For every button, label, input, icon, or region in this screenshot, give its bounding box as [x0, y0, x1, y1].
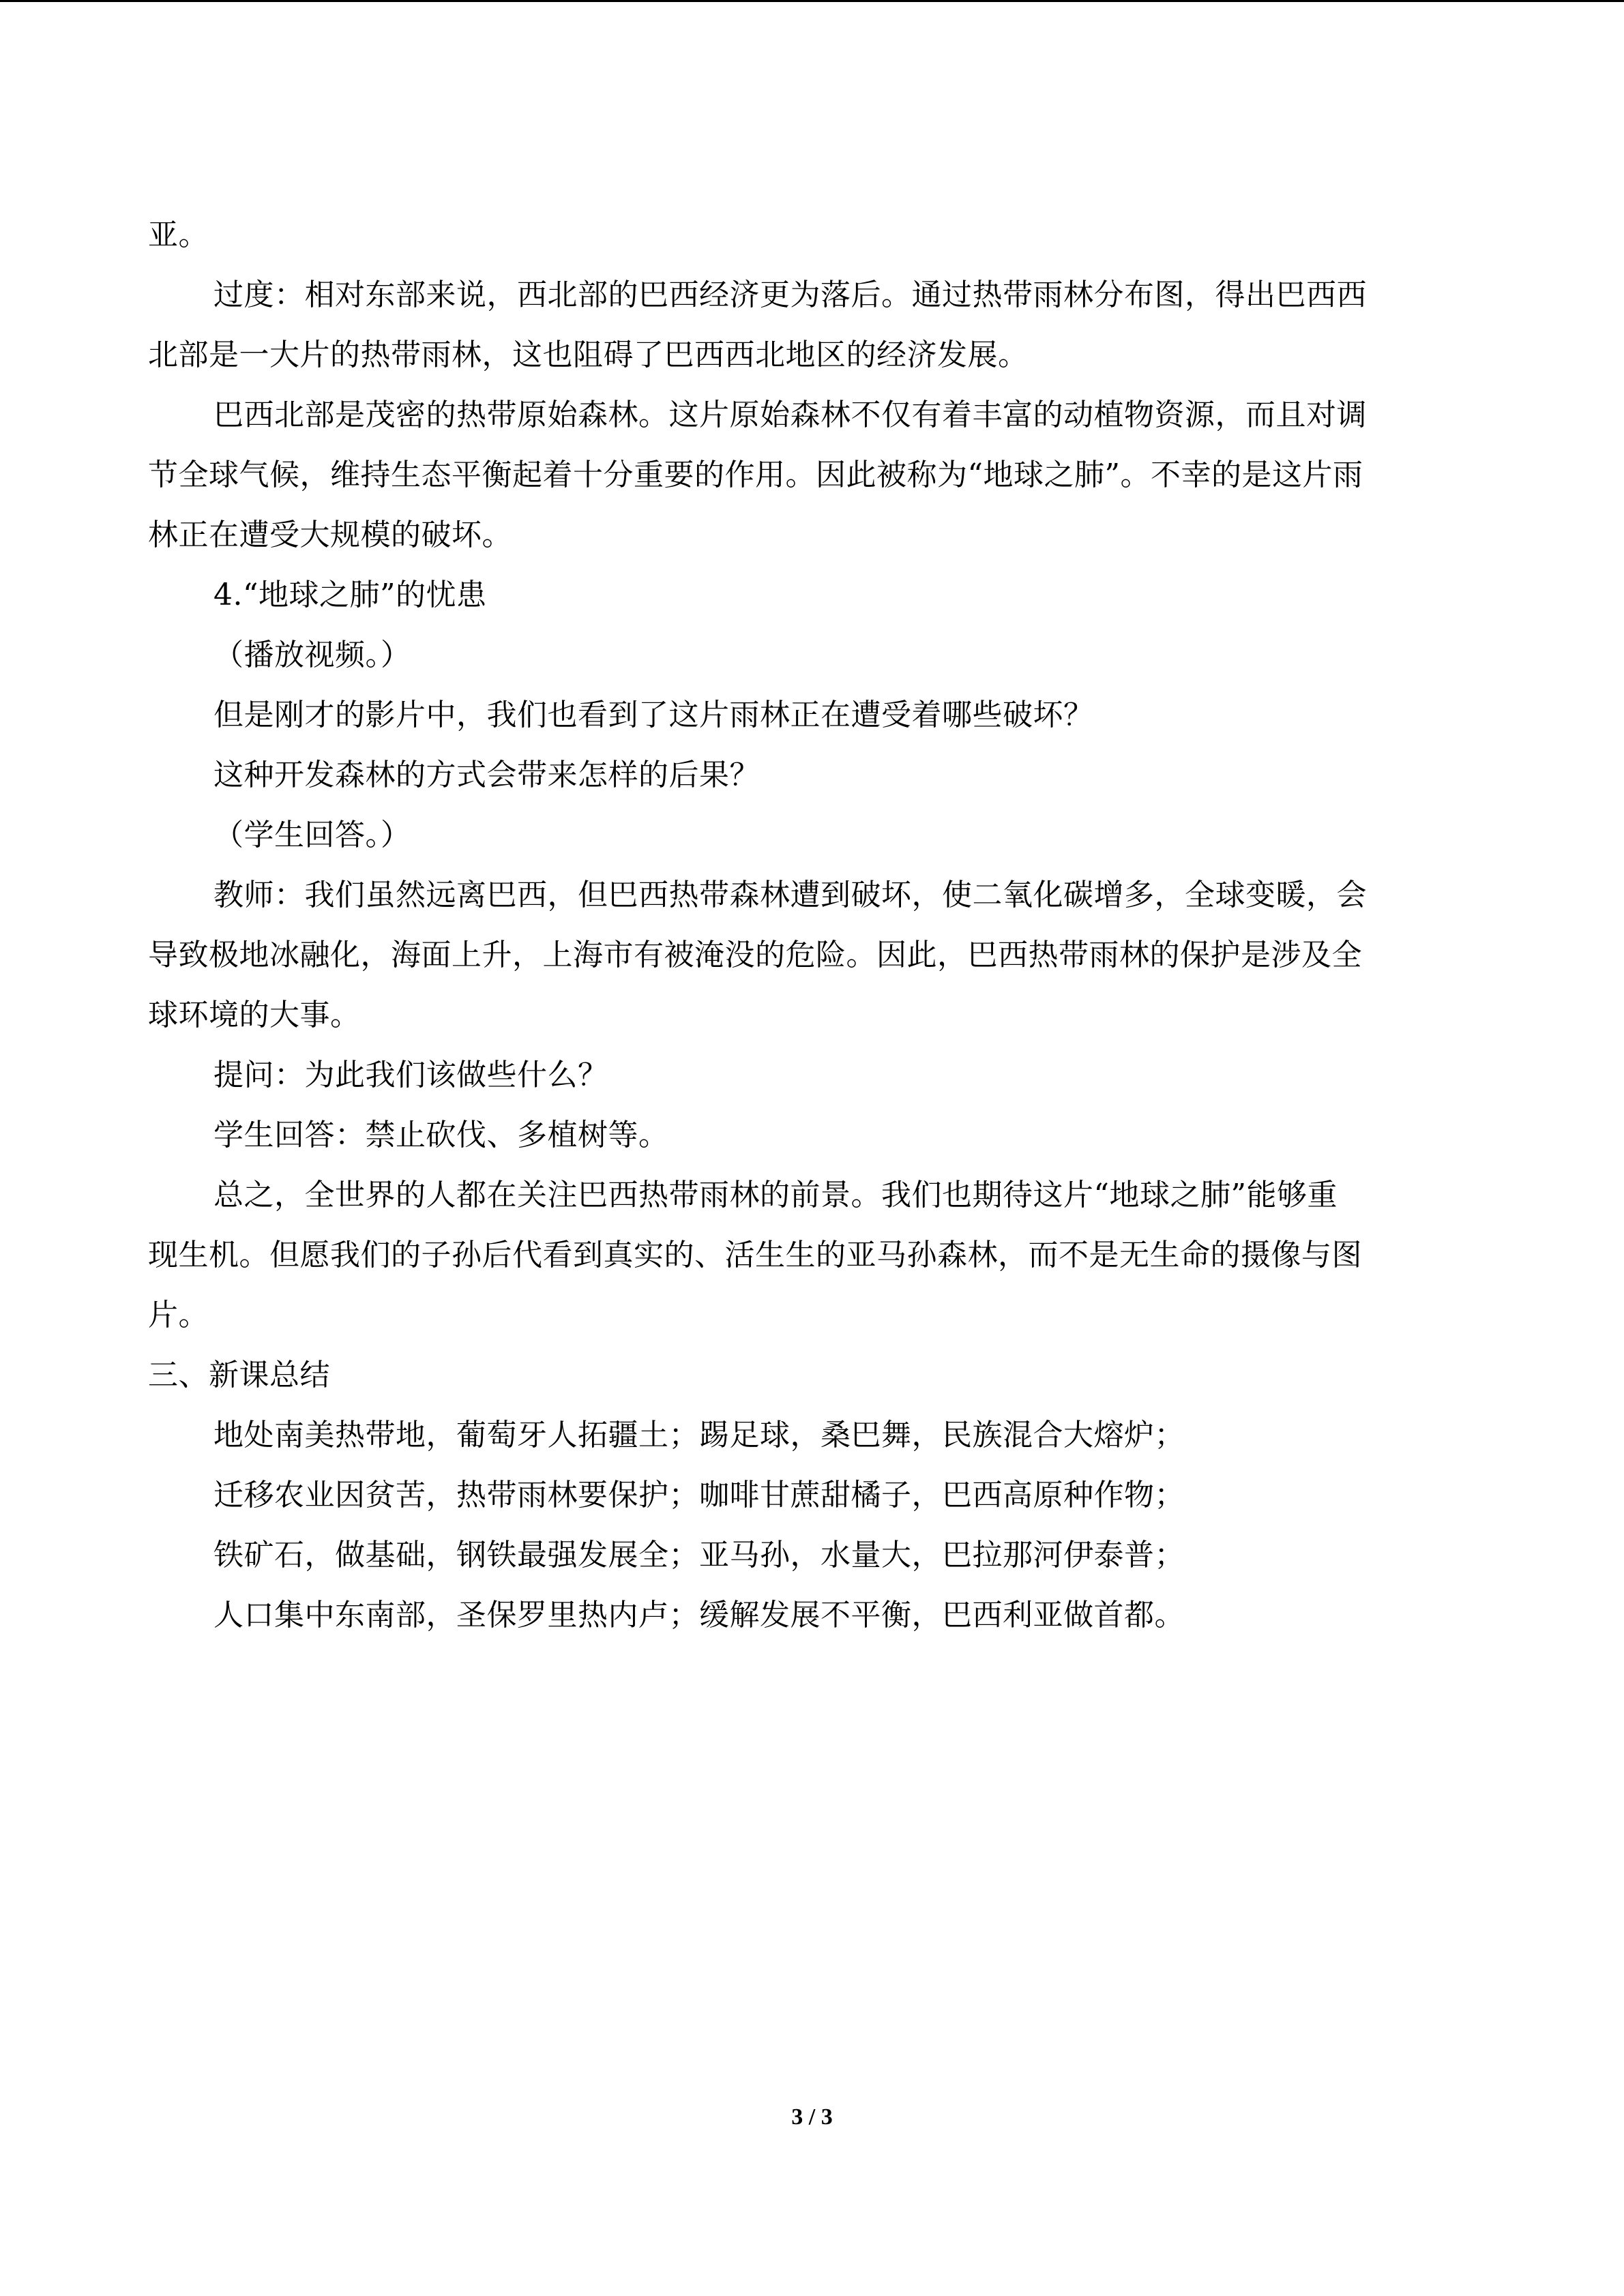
paragraph-line: 林正在遭受大规模的破坏。	[148, 518, 512, 552]
paragraph-line: （播放视频。）	[213, 638, 411, 672]
paragraph-line: 学生回答：禁止砍伐、多植树等。	[213, 1118, 669, 1152]
summary-verse-line: 迁移农业因贫苦，热带雨林要保护；咖啡甘蔗甜橘子，巴西高原种作物；	[213, 1478, 1185, 1512]
paragraph-line: 北部是一大片的热带雨林，这也阻碍了巴西西北地区的经济发展。	[148, 338, 1029, 372]
page-top-border	[0, 0, 1624, 2]
paragraph-line: 亚。	[148, 218, 209, 252]
section-subheading: 4.“地球之肺”的忧患	[213, 578, 487, 612]
paragraph-line: 但是刚才的影片中，我们也看到了这片雨林正在遭受着哪些破坏？	[213, 698, 1094, 732]
paragraph-line: 现生机。但愿我们的子孙后代看到真实的、活生生的亚马孙森林，而不是无生命的摄像与图	[148, 1238, 1362, 1272]
paragraph-line: 总之，全世界的人都在关注巴西热带雨林的前景。我们也期待这片“地球之肺”能够重	[213, 1178, 1338, 1212]
paragraph-line: 片。	[148, 1298, 209, 1332]
section-heading: 三、新课总结	[148, 1358, 330, 1392]
paragraph-line: 导致极地冰融化，海面上升，上海市有被淹没的危险。因此，巴西热带雨林的保护是涉及全	[148, 938, 1362, 972]
paragraph-line: 节全球气候，维持生态平衡起着十分重要的作用。因此被称为“地球之肺”。不幸的是这片雨	[148, 458, 1363, 492]
paragraph-line: 巴西北部是茂密的热带原始森林。这片原始森林不仅有着丰富的动植物资源，而且对调	[213, 398, 1367, 432]
summary-verse-line: 人口集中东南部，圣保罗里热内卢；缓解发展不平衡，巴西利亚做首都。	[213, 1598, 1185, 1632]
page-number: 3 / 3	[791, 2104, 833, 2130]
paragraph-line: 过度：相对东部来说，西北部的巴西经济更为落后。通过热带雨林分布图，得出巴西西	[213, 278, 1367, 312]
paragraph-line: 球环境的大事。	[148, 998, 361, 1032]
paragraph-line: 提问：为此我们该做些什么？	[213, 1058, 608, 1092]
summary-verse-line: 铁矿石，做基础，钢铁最强发展全；亚马孙，水量大，巴拉那河伊泰普；	[213, 1538, 1185, 1572]
paragraph-line: 这种开发森林的方式会带来怎样的后果？	[213, 758, 760, 792]
paragraph-line: 教师：我们虽然远离巴西，但巴西热带森林遭到破坏，使二氧化碳增多，全球变暖，会	[213, 878, 1367, 912]
summary-verse-line: 地处南美热带地，葡萄牙人拓疆土；踢足球，桑巴舞，民族混合大熔炉；	[213, 1418, 1185, 1452]
paragraph-line: （学生回答。）	[213, 818, 411, 852]
